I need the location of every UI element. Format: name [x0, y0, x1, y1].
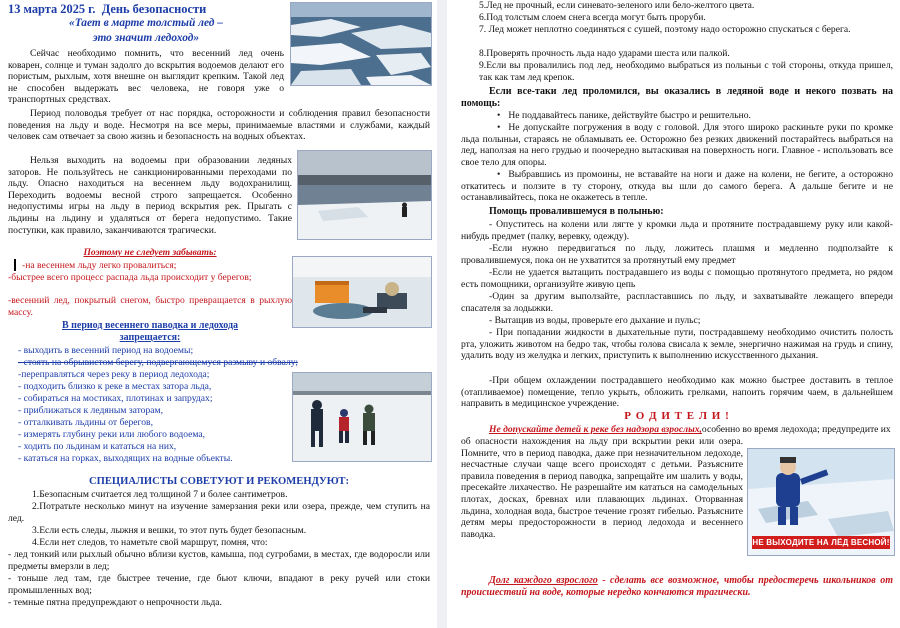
- page-left: [0, 0, 437, 628]
- prohibited-item: - приближаться к ледяным заторам,: [18, 405, 164, 416]
- prohibited-item: - выходить в весенний период на водоемы;: [18, 345, 194, 356]
- rule-item: 6.Под толстым слоем снега всегда могут быть проруби.: [479, 12, 706, 23]
- parents-first-line: Не допускайте детей к реке без надзора взрослых,особенно во время ледохода; предупредите их: [489, 424, 891, 435]
- fall-item: • Выбравшись из промоины, не вставайте на ноги и даже на колени, не бегите, а осторожно откатитесь и ползите в ту сторону, откуда вы шли до самого берега. А дальше бегите и не останавливайтесь, пока не окажетесь в тепле.: [461, 169, 893, 204]
- rule-item: 7. Лед может неплотно соединяться с сушей, поэтому надо осторожно спускаться с берега.: [479, 24, 851, 35]
- help-item: -Если не удается вытащить пострадавшего из воды с помощью протянутого предмета, но рядом есть помощники, организуйте живую цепь: [461, 267, 893, 290]
- help-item: -При общем охлаждении пострадавшего необходимо как можно быстрее доставить в теплое (отапливаемое) помещение, тепло укрыть, обложить грелками, напоить горячим чаем, в дальнейшем направить в медицинское учреждение.: [461, 375, 893, 410]
- photo-ice-fishing: [292, 256, 432, 328]
- prohibited-title-1: В период весеннего паводка и ледохода: [61, 320, 239, 331]
- help-item: - Опуститесь на колени или лягте у кромки льда и протяните пострадавшему руку или какой-нибудь предмет (палку, веревку, одежду).: [461, 219, 893, 242]
- prohibited-item: - отталкивать льдины от берегов,: [18, 417, 153, 428]
- photo-child-warning: [747, 448, 895, 556]
- advice-item: - тоньше лед там, где быстрее течение, где бьют ключи, впадают в реку ручей или стоки промышленных вод;: [8, 573, 430, 596]
- duty-paragraph: Долг каждого взрослого - сделать все возможное, чтобы предостеречь школьников от происшествий на воде, которые нередко кончаются трагически.: [461, 575, 894, 598]
- prohibited-title-2: запрещается:: [119, 332, 181, 343]
- ice-jam-paragraph: Нельзя выходить на водоемы при образовании ледяных заторов. Не пользуйтесь не санкционированными переходами по льду. Опасно находиться на весеннем льду водохранилищ. Переходить водоемы весной строго запрещается. Особенно недопустимы игры на льду в период вскрытия рек. Прыгать с льдины на льдину и удаляться от берега недопустимо. Такие поступки, как правило, заканчиваются трагически.: [8, 155, 292, 236]
- subtitle-1: «Тает в марте толстый лед –: [69, 17, 223, 29]
- help-title: Помощь провалившемуся в полынью:: [489, 206, 664, 217]
- advice-title: СПЕЦИАЛИСТЫ СОВЕТУЮТ И РЕКОМЕНДУЮТ:: [88, 476, 350, 487]
- help-item: - При попадании жидкости в дыхательные пути, пострадавшему необходимо очистить полость рта, уложить животом на бедро так, чтобы голова свисала к земле, энергично нажимая на грудь и спину, удалить воду из желудка и легких, приступить к выполнению искусственного дыхания.: [461, 327, 893, 362]
- fall-item: • Не поддавайтесь панике, действуйте быстро и решительно.: [497, 110, 751, 121]
- advice-item: 4.Если нет следов, то наметьте свой маршрут, помня, что:: [32, 537, 268, 548]
- prohibited-item: - стоять на обрывистом берегу, подвергающемуся размыву и обвалу;: [18, 357, 299, 368]
- forget-item: -на весеннем льду легко провалиться;: [22, 260, 177, 271]
- help-item: -Один за другим выползайте, распластавшись по льду, и захватывайте лежащего впереди спасателя за лодыжки.: [461, 291, 893, 314]
- prohibited-item: - собираться на мостиках, плотинах и запрудах;: [18, 393, 213, 404]
- help-item: -Если нужно передвигаться по льду, ложитесь плашмя и медленно подползайте к провалившемуся, пока он не ухватится за протянутый ему предмет: [461, 243, 893, 266]
- forget-item: -быстрее всего процесс распада льда происходит у берегов;: [8, 272, 252, 283]
- advice-item: 3.Если есть следы, лыжня и вешки, то этот путь будет безопасным.: [32, 525, 307, 536]
- advice-item: 2.Потратьте несколько минут на изучение замерзания реки или озера, прежде, чем ступить на лед.: [8, 501, 430, 524]
- prohibited-item: - подходить близко к реке в местах затора льда,: [18, 381, 212, 392]
- rule-item: 5.Лед не прочный, если синевато-зеленого или бело-желтого цвета.: [479, 0, 755, 11]
- parents-paragraph: [461, 436, 743, 540]
- photo-river-ice: [297, 150, 432, 240]
- parents-rest: об опасности нахождения на льду при вскрытии реки или озера. Помните, что в период паводка, даже при незначительном ледоходе, несчастные случаи чаще всего происходят с детьми. Разъясните правила поведения в период паводка, запрещайте им шалить у воды, пресекайте лихачество. Не разрешайте им кататься на самодельных плотах, досках, бревнах или плавающих льдинах. Оторванная льдина, холодная вода, быстрое течение грозят гибелью. Разъясните детям меры предосторожности в период ледохода и весеннего паводка.: [461, 436, 743, 540]
- advice-item: - темные пятна предупреждают о непрочности льда.: [8, 597, 222, 608]
- advice-item: - лед тонкий или рыхлый обычно вблизи кустов, камыша, под сугробами, в местах, где водоросли или предметы вмерзли в лед;: [8, 549, 430, 572]
- fall-item: • Не допускайте погружения в воду с головой. Для этого широко раскиньте руки по кромке льда полыньи, стараясь не обламывать ее. Осторожно без резких движений постарайтесь выбраться на лед, наползая на него грудью и поочередно вытаскивая на поверхность ноги. Главное - использовать все свое тело для опоры.: [461, 122, 893, 168]
- title-line: 13 марта 2025 г. День безопасности: [8, 2, 207, 16]
- rule-item: 9.Если вы провалились под лед, необходимо выбраться из полыньи с той стороны, откуда пришел, так как там лед крепок.: [479, 60, 893, 83]
- parents-lead: особенно во время ледохода; предупредите их: [701, 424, 891, 435]
- photo-children-on-ice: [292, 372, 432, 462]
- warning-banner: НЕ ВЫХОДИТЕ НА ЛЁД ВЕСНОЙ!: [752, 538, 890, 547]
- parents-title: Р О Д И Т Е Л И !: [624, 410, 730, 422]
- help-item: - Вытащив из воды, проверьте его дыхание и пульс;: [489, 315, 701, 326]
- advice-item: 1.Безопасным считается лед толщиной 7 и более сантиметров.: [32, 489, 288, 500]
- forget-title: Поэтому не следует забывать:: [83, 247, 217, 258]
- text-cursor: [14, 259, 16, 271]
- subtitle-2: это значит ледоход»: [92, 32, 200, 44]
- prohibited-item: -переправляться через реку в период ледохода;: [18, 369, 210, 380]
- photo-ice-floes: [290, 2, 432, 86]
- prohibited-item: - измерять глубину реки или любого водоема,: [18, 429, 206, 440]
- flood-paragraph: Период половодья требует от нас порядка, осторожности и соблюдения правил безопасности поведения на льду и воде. Несмотря на все меры, принимаемые властями и службами, каждый человек сам отвечает за свою жизнь и безопасность на водных объектах.: [8, 108, 430, 143]
- page-right: [447, 0, 900, 628]
- rule-item: 8.Проверять прочность льда надо ударами шеста или палкой.: [479, 48, 730, 59]
- prohibited-item: - кататься на горках, выходящих на водные объекты.: [18, 453, 233, 464]
- forget-item: -весенний лед, покрытый снегом, быстро превращается в рыхлую массу.: [8, 295, 292, 318]
- intro-paragraph: Сейчас необходимо помнить, что весенний лед очень коварен, солнце и туман задолго до вскрытия водоемов делают его пористым, рыхлым, хотя внешне он выглядит крепким. Такой лед не способен выдержать вес человека, не говоря уже о транспортных средствах.: [8, 48, 284, 106]
- fall-through-title: Если все-таки лед проломился, вы оказались в ледяной воде и некого позвать на помощь:: [461, 86, 893, 109]
- prohibited-item: - ходить по льдинам и кататься на них,: [18, 441, 177, 452]
